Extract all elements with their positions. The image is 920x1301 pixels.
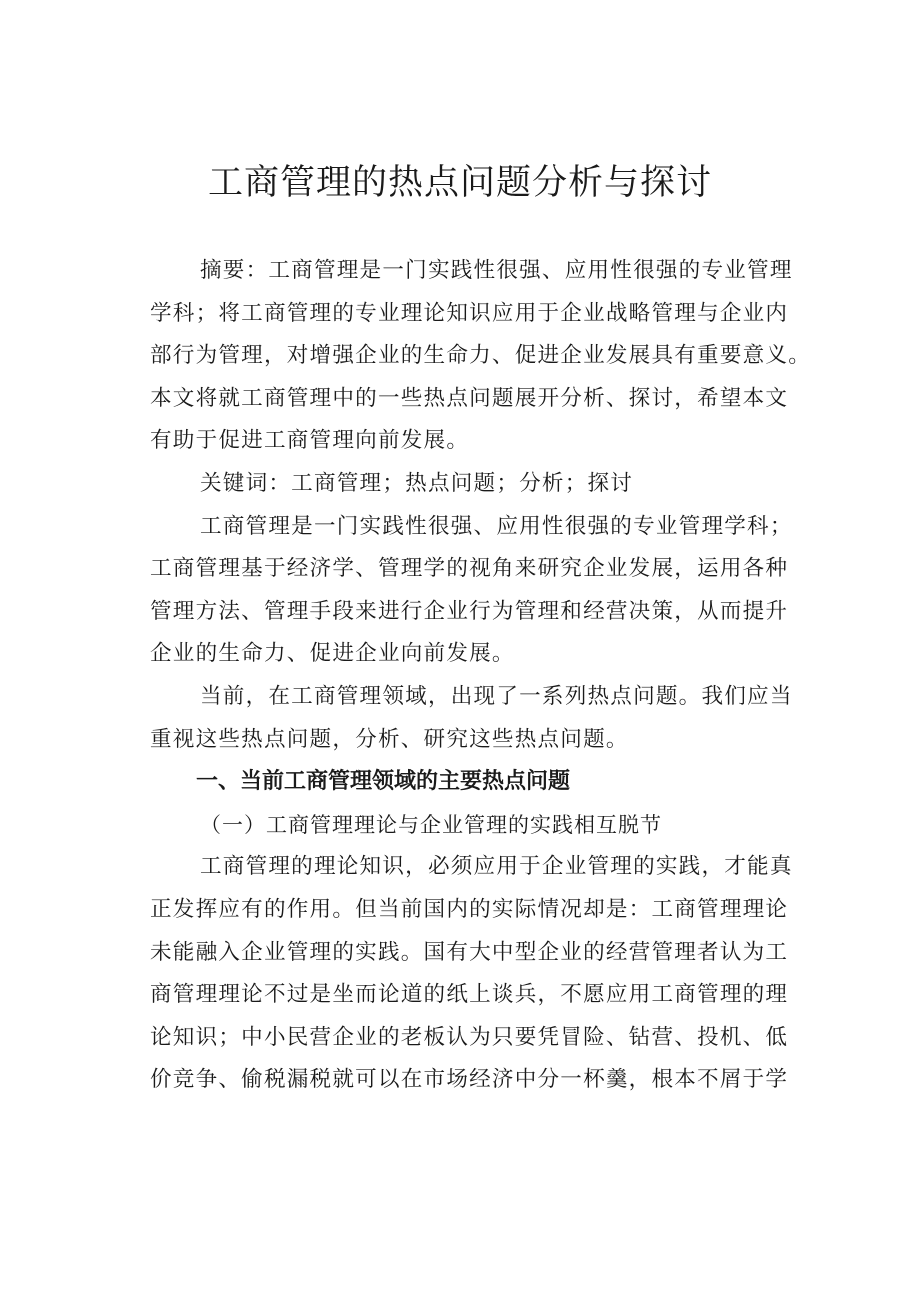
current-line: 当前，在工商管理领域，出现了一系列热点问题。我们应当 (200, 683, 793, 709)
intro-line: 企业的生命力、促进企业向前发展。 (150, 641, 515, 667)
subsection-line: 价竞争、偷税漏税就可以在市场经济中分一杯羹，根本不屑于学 (150, 1067, 789, 1093)
intro-line: 工商管理基于经济学、管理学的视角来研究企业发展，运用各种 (150, 556, 789, 582)
document-body (150, 250, 810, 1102)
subsection-line: 正发挥应有的作用。但当前国内的实际情况却是：工商管理理论 (150, 896, 789, 922)
keywords-paragraph (150, 463, 810, 506)
abstract-paragraph (150, 250, 810, 463)
abstract-line: 学科；将工商管理的专业理论知识应用于企业战略管理与企业内 (150, 300, 789, 326)
document-title: 工商管理的热点问题分析与探讨 (207, 163, 712, 203)
abstract-line: 本文将就工商管理中的一些热点问题展开分析、探讨，希望本文 (150, 385, 789, 411)
subsection-line: 工商管理的理论知识，必须应用于企业管理的实践，才能真 (200, 854, 793, 880)
intro-paragraph (150, 506, 810, 676)
intro-line: 管理方法、管理手段来进行企业行为管理和经营决策，从而提升 (150, 598, 789, 624)
subsection-line: 论知识；中小民营企业的老板认为只要凭冒险、钻营、投机、低 (150, 1024, 789, 1050)
subsection-line: 商管理理论不过是坐而论道的纸上谈兵，不愿应用工商管理的理 (150, 982, 789, 1008)
subsection-paragraph (150, 846, 810, 1102)
current-line: 重视这些热点问题，分析、研究这些热点问题。 (150, 726, 629, 752)
abstract-line: 部行为管理，对增强企业的生命力、促进企业发展具有重要意义。 (150, 343, 812, 369)
intro-line: 工商管理是一门实践性很强、应用性很强的专业管理学科； (200, 513, 793, 539)
section-heading: 一、当前工商管理领域的主要热点问题 (196, 769, 571, 795)
subsection-line: 未能融入企业管理的实践。国有大中型企业的经营管理者认为工 (150, 939, 789, 965)
abstract-line: 有助于促进工商管理向前发展。 (150, 428, 470, 454)
current-paragraph (150, 676, 810, 761)
abstract-line: 摘要：工商管理是一门实践性很强、应用性很强的专业管理 (200, 258, 793, 283)
subsection-heading: （一）工商管理理论与企业管理的实践相互脱节 (200, 812, 662, 837)
keywords-line: 关键词：工商管理；热点问题；分析；探讨 (200, 470, 634, 496)
